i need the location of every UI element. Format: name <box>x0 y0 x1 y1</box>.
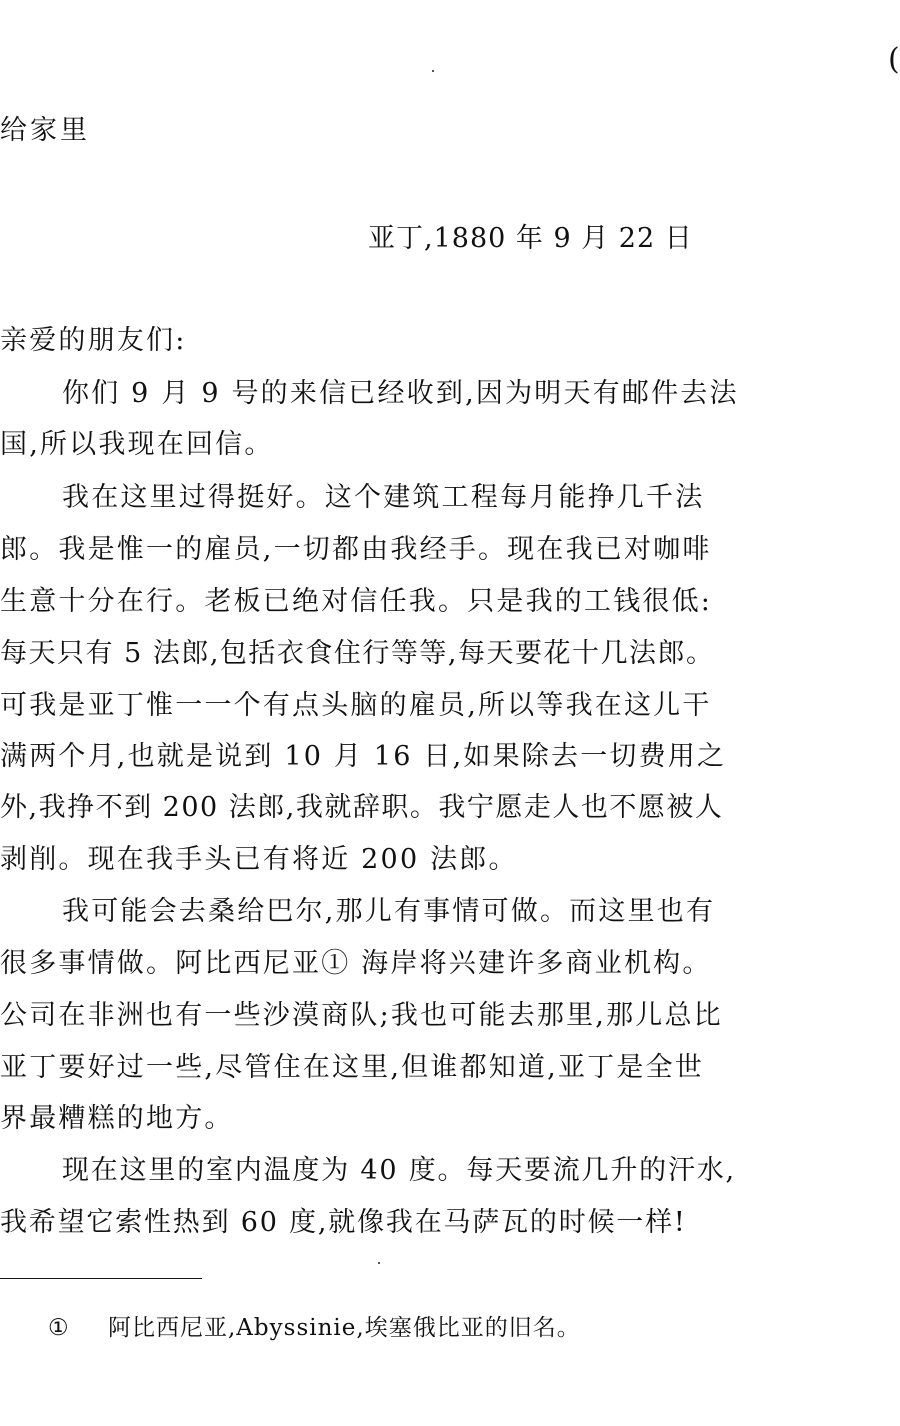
body-line: 剥削。现在我手头已有将近 200 法郎。 <box>0 844 518 875</box>
body-line: 现在这里的室内温度为 40 度。每天要流几升的汗水, <box>62 1155 736 1186</box>
scan-speck <box>432 70 434 72</box>
scan-speck <box>378 1262 380 1264</box>
body-line: 郎。我是惟一的雇员,一切都由我经手。现在我已对咖啡 <box>0 534 712 565</box>
body-line: 公司在非洲也有一些沙漠商队;我也可能去那里,那儿总比 <box>0 1000 723 1031</box>
footnote-mark: ① <box>48 1315 70 1341</box>
body-line: 界最糟糕的地方。 <box>0 1103 234 1134</box>
letter-heading: 给家里 <box>0 115 90 146</box>
body-line: 国,所以我现在回信。 <box>0 429 274 460</box>
body-line: 你们 9 月 9 号的来信已经收到,因为明天有邮件去法 <box>62 378 739 409</box>
body-line: 我可能会去桑给巴尔,那儿有事情可做。而这里也有 <box>62 896 716 927</box>
page-corner-mark: ( <box>888 42 900 77</box>
body-line: 外,我挣不到 200 法郎,我就辞职。我宁愿走人也不愿被人 <box>0 792 724 823</box>
body-line: 亚丁要好过一些,尽管住在这里,但谁都知道,亚丁是全世 <box>0 1052 704 1083</box>
body-line: 满两个月,也就是说到 10 月 16 日,如果除去一切费用之 <box>0 741 727 772</box>
body-line: 每天只有 5 法郎,包括衣食住行等等,每天要花十几法郎。 <box>0 638 715 669</box>
footnote-rule <box>0 1278 202 1279</box>
letter-dateline: 亚丁,1880 年 9 月 22 日 <box>368 223 693 254</box>
footnote-text: 阿比西尼亚,Abyssinie,埃塞俄比亚的旧名。 <box>108 1315 581 1341</box>
letter-salutation: 亲爱的朋友们: <box>0 325 187 356</box>
body-line: 可我是亚丁惟一一个有点头脑的雇员,所以等我在这儿干 <box>0 690 712 721</box>
footnote <box>48 1313 581 1343</box>
body-line: 我在这里过得挺好。这个建筑工程每月能挣几千法 <box>62 482 705 513</box>
body-line: 生意十分在行。老板已绝对信任我。只是我的工钱很低: <box>0 586 713 617</box>
body-line: 很多事情做。阿比西尼亚① 海岸将兴建许多商业机构。 <box>0 948 712 979</box>
body-line: 我希望它索性热到 60 度,就像我在马萨瓦的时候一样! <box>0 1207 687 1238</box>
